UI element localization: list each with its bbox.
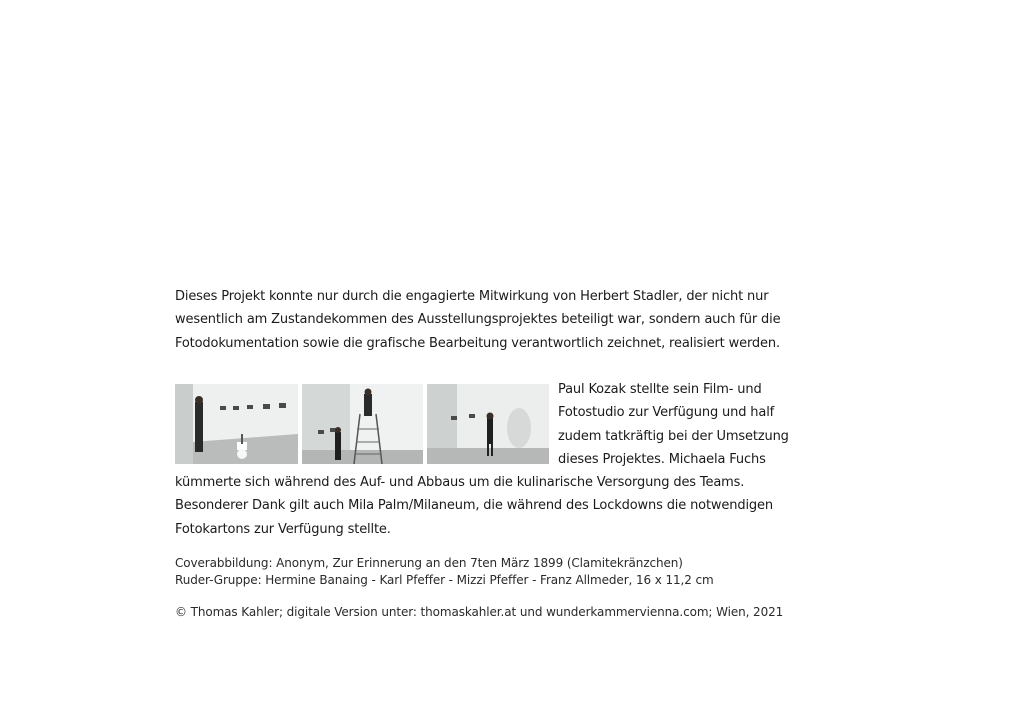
intro-paragraph <box>175 285 780 355</box>
photo-strip <box>175 384 549 464</box>
copyright-text: © Thomas Kahler; digitale Version unter: thomaskahler.at und wunderkammervienna.com; Wien, 2021 <box>175 605 784 619</box>
paragraph-line: Fotostudio zur Verfügung und half <box>558 405 775 421</box>
copyright-notice <box>175 604 783 621</box>
paragraph-line: Paul Kozak stellte sein Film- und <box>558 382 762 397</box>
thanks-paragraph-full <box>175 471 773 541</box>
gallery-photo-2 <box>302 384 423 464</box>
paragraph-line: kümmerte sich während des Auf- und Abbaus um die kulinarische Versorgung des Teams. <box>175 475 745 490</box>
gallery-photo-3 <box>427 384 549 464</box>
caption-line: Ruder-Gruppe: Hermine Banaing - Karl Pfeffer - Mizzi Pfeffer - Franz Allmeder, 16 x 11,2 cm <box>175 573 714 587</box>
paragraph-line: Dieses Projekt konnte nur durch die engagierte Mitwirkung von Herbert Stadler, der nicht nur <box>175 289 769 304</box>
paragraph-line: zudem tatkräftig bei der Umsetzung <box>558 428 789 444</box>
paragraph-line: wesentlich am Zustandekommen des Ausstellungsprojektes beteiligt war, sondern auch für die <box>175 312 781 328</box>
gallery-photo-1 <box>175 384 298 464</box>
paragraph-line: Fotokartons zur Verfügung stellte. <box>175 521 391 537</box>
paragraph-line: Besonderer Dank gilt auch Mila Palm/Milaneum, die während des Lockdowns die notwendigen <box>175 498 773 514</box>
cover-caption <box>175 555 714 589</box>
paragraph-line: Fotodokumentation sowie die grafische Bearbeitung verantwortlich zeichnet, realisiert werden. <box>175 335 780 351</box>
thanks-paragraph-side <box>558 378 789 471</box>
paragraph-line: dieses Projektes. Michaela Fuchs <box>558 451 766 467</box>
caption-line: Coverabbildung: Anonym, Zur Erinnerung an den 7ten März 1899 (Clamitekränzchen) <box>175 556 683 570</box>
